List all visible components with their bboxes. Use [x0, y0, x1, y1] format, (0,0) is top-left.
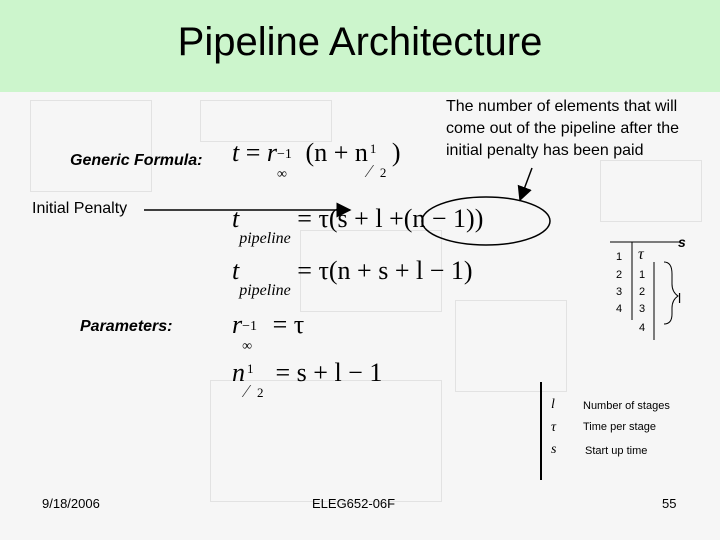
formula-plus: + [389, 204, 404, 233]
formula-eq: = [245, 138, 261, 167]
diagram-l-label: l [678, 290, 682, 306]
initial-penalty-label: Initial Penalty [32, 200, 128, 217]
formula-rhs: = s + l − 1 [275, 358, 383, 387]
formula-var: t [232, 204, 240, 233]
formula-frac-num: 1 [247, 361, 254, 376]
diagram-left-cell: 1 [616, 251, 623, 263]
legend-text: Number of stages [583, 400, 670, 412]
footer-date: 9/18/2006 [42, 496, 100, 511]
diagram-tau: τ [638, 246, 644, 263]
formula-rhs: = τ(s + l [297, 204, 383, 233]
legend-text: Time per stage [583, 421, 656, 433]
legend-text: Start up time [585, 445, 648, 457]
callout-arrow [520, 168, 532, 200]
legend-symbol: l [551, 397, 555, 412]
page-number: 55 [662, 496, 677, 511]
callout-note: The number of elements that will come out of the pipeline after the initial penalty has been paid [446, 98, 680, 159]
highlight-circle [422, 197, 550, 245]
formula-body: (n + n [305, 138, 368, 167]
formula-sub: pipeline [239, 282, 291, 299]
formula-var: t [232, 138, 240, 167]
formula-var: r [232, 310, 243, 339]
generic-formula: t = r −1 ∞ (n + n 1 ⁄ 2 ) [232, 138, 401, 182]
formula-var: n [232, 358, 245, 387]
slide-title: Pipeline Architecture [177, 20, 543, 64]
formula-sup: −1 [242, 319, 258, 334]
legend-symbol: s [551, 442, 557, 457]
footer-course: ELEG652-06F [312, 496, 396, 511]
formula-var: r [266, 138, 278, 167]
formula-frac-num: 1 [369, 141, 377, 156]
diagram-right-cell: 3 [639, 303, 646, 315]
legend-symbol: τ [551, 420, 557, 435]
diagram-right-cell: 2 [639, 286, 646, 298]
diagram-right-cell: 4 [639, 322, 646, 334]
diagram-left-cell: 2 [616, 269, 623, 281]
diagram-left-cell: 3 [616, 286, 623, 298]
diagram-brace [664, 262, 678, 324]
formula-sub: ∞ [242, 339, 253, 354]
formula-rhs: = τ [272, 310, 305, 339]
formula-sub: ∞ [277, 167, 288, 182]
diagram-left-cell: 4 [616, 303, 623, 315]
diagram-s-label: s [678, 234, 686, 250]
generic-formula-label: Generic Formula: [70, 152, 203, 169]
formula-paren: (n − 1)) [403, 204, 484, 233]
formula-sup: −1 [277, 147, 292, 162]
parameters-label: Parameters: [80, 318, 173, 335]
formula-sub: pipeline [239, 230, 291, 247]
formula-close: ) [391, 138, 401, 167]
formula-frac-den: 2 [379, 165, 387, 180]
diagram-right-cell: 1 [639, 269, 646, 281]
formula-var: t [232, 256, 240, 285]
formula-rhs: = τ(n + s + l − 1) [297, 256, 473, 285]
formula-frac-den: 2 [257, 385, 264, 400]
param-formula-2: n 1 ⁄ 2 = s + l − 1 [232, 358, 383, 401]
